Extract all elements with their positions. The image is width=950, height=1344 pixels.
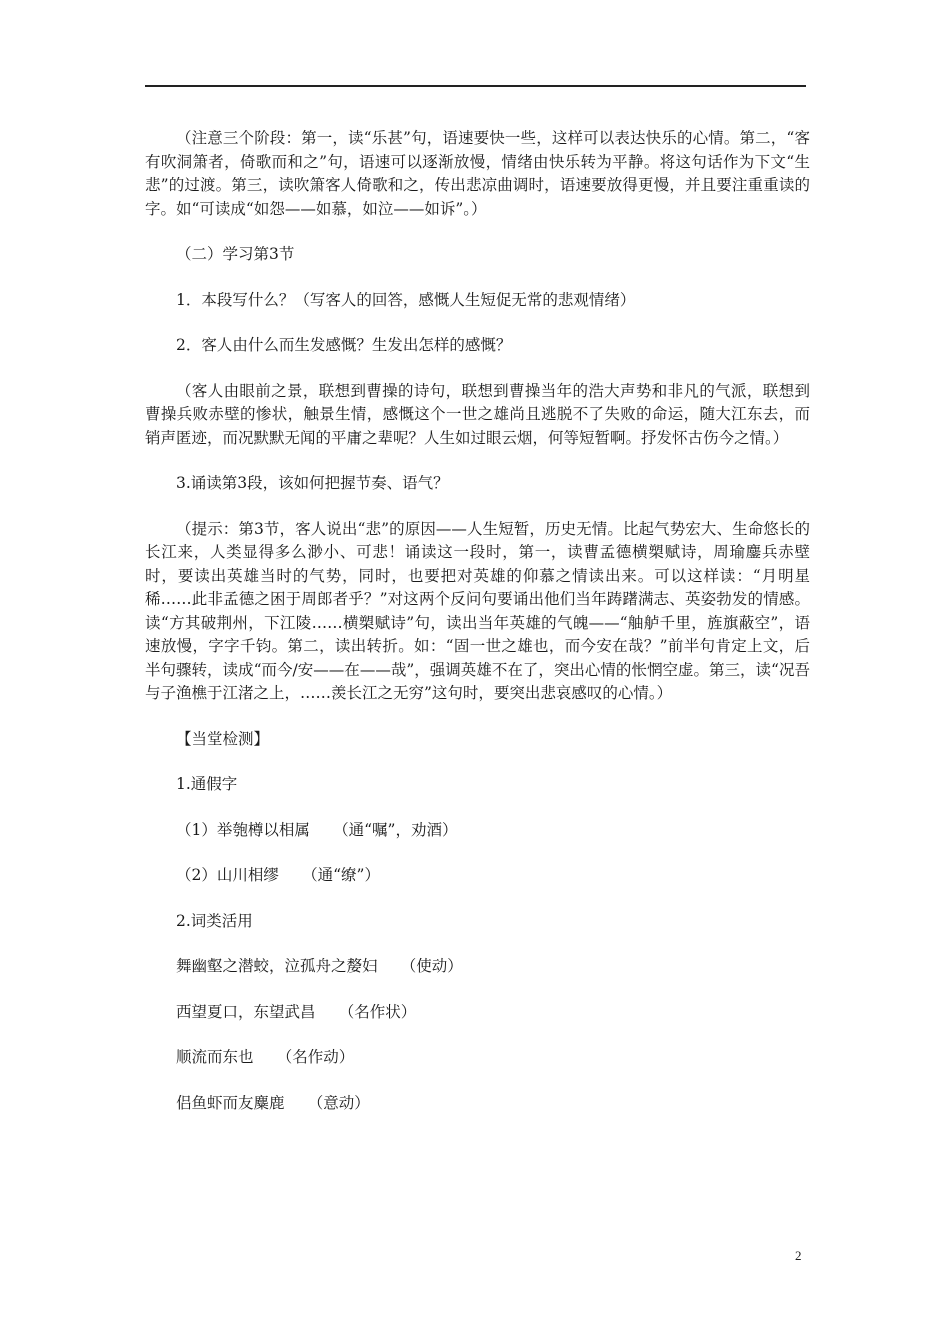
check-heading: 【当堂检测】 (176, 729, 270, 748)
question-1: 1．本段写什么？（写客人的回答，感慨人生短促无常的悲观情绪） (176, 290, 636, 309)
header-rule (145, 85, 806, 87)
question-3: 3.诵读第3段，该如何把握节奏、语气？ (176, 474, 449, 492)
tongjia-item-2: （2）山川相缪 （通“缭”） (176, 866, 380, 884)
section-heading: （二）学习第3节 (176, 245, 295, 263)
cilei-title: 2.词类活用 (176, 911, 253, 930)
answer-3-paragraph: （提示：第3节，客人说出“悲”的原因——人生短暂，历史无情。比起气势宏大、生命悠长的长江来，人类显得多么渺小、可悲！诵读这一段时，第一，读曹孟德横槊赋诗，周瑜鏖兵赤壁时，要读出英雄当时的气势，同时，也要把对英雄的仰慕之情读出来。可以这样读：“月明星稀……此非孟德之困于周郎者乎？”对这两个反问句要诵出他们当年踌躇满志、英姿勃发的情感。读“方其破荆州，下江陵……横槊赋诗”句，读出当年英雄的气魄——“舳舻千里，旌旗蔽空”，语速放慢，字字千钧。第二，读出转折。如：“固一世之雄也，而今安在哉？”前半句肯定上文，后半句骤转，读成“而今/安——在——哉”，强调英雄不在了，突出心情的怅惘空虚。第三，读“况吾与子渔樵于江渚之上，……羡长江之无穷”这句时，要突出悲哀感叹的心情。） (145, 519, 810, 702)
cilei-item-3: 顺流而东也 （名作动） (176, 1048, 355, 1066)
document-body (145, 127, 810, 1115)
cilei-item-2: 西望夏口，东望武昌 （名作状） (176, 1002, 417, 1021)
cilei-item-4: 侣鱼虾而友麋鹿 （意动） (176, 1093, 370, 1112)
tongjia-item-1: （1）举匏樽以相属 （通“嘱”，劝酒） (176, 820, 458, 839)
answer-2-paragraph: （客人由眼前之景，联想到曹操的诗句，联想到曹操当年的浩大声势和非凡的气派，联想到曹操兵败赤壁的惨状，触景生情，感慨这个一世之雄尚且逃脱不了失败的命运，随大江东去，而销声匿迹，而况默默无闻的平庸之辈呢？人生如过眼云烟，何等短暂啊。抒发怀古伤今之情。） (145, 381, 810, 447)
tongjia-title: 1.通假字 (176, 775, 238, 793)
page-number: 2 (795, 1248, 802, 1263)
question-2: 2．客人由什么而生发感慨？生发出怎样的感慨？ (176, 336, 512, 354)
reading-note-paragraph: （注意三个阶段：第一，读“乐甚”句，语速要快一些，这样可以表达快乐的心情。第二，“客有吹洞箫者，倚歌而和之”句，语速可以逐渐放慢，情绪由快乐转为平静。将这句话作为下文“生悲”的过渡。第三，读吹箫客人倚歌和之，传出悲凉曲调时，语速要放得更慢，并且要注重重读的字。如“可读成“如怨——如慕，如泣——如诉”。） (145, 129, 810, 218)
cilei-item-1: 舞幽壑之潜蛟，泣孤舟之嫠妇 （使动） (176, 957, 463, 975)
